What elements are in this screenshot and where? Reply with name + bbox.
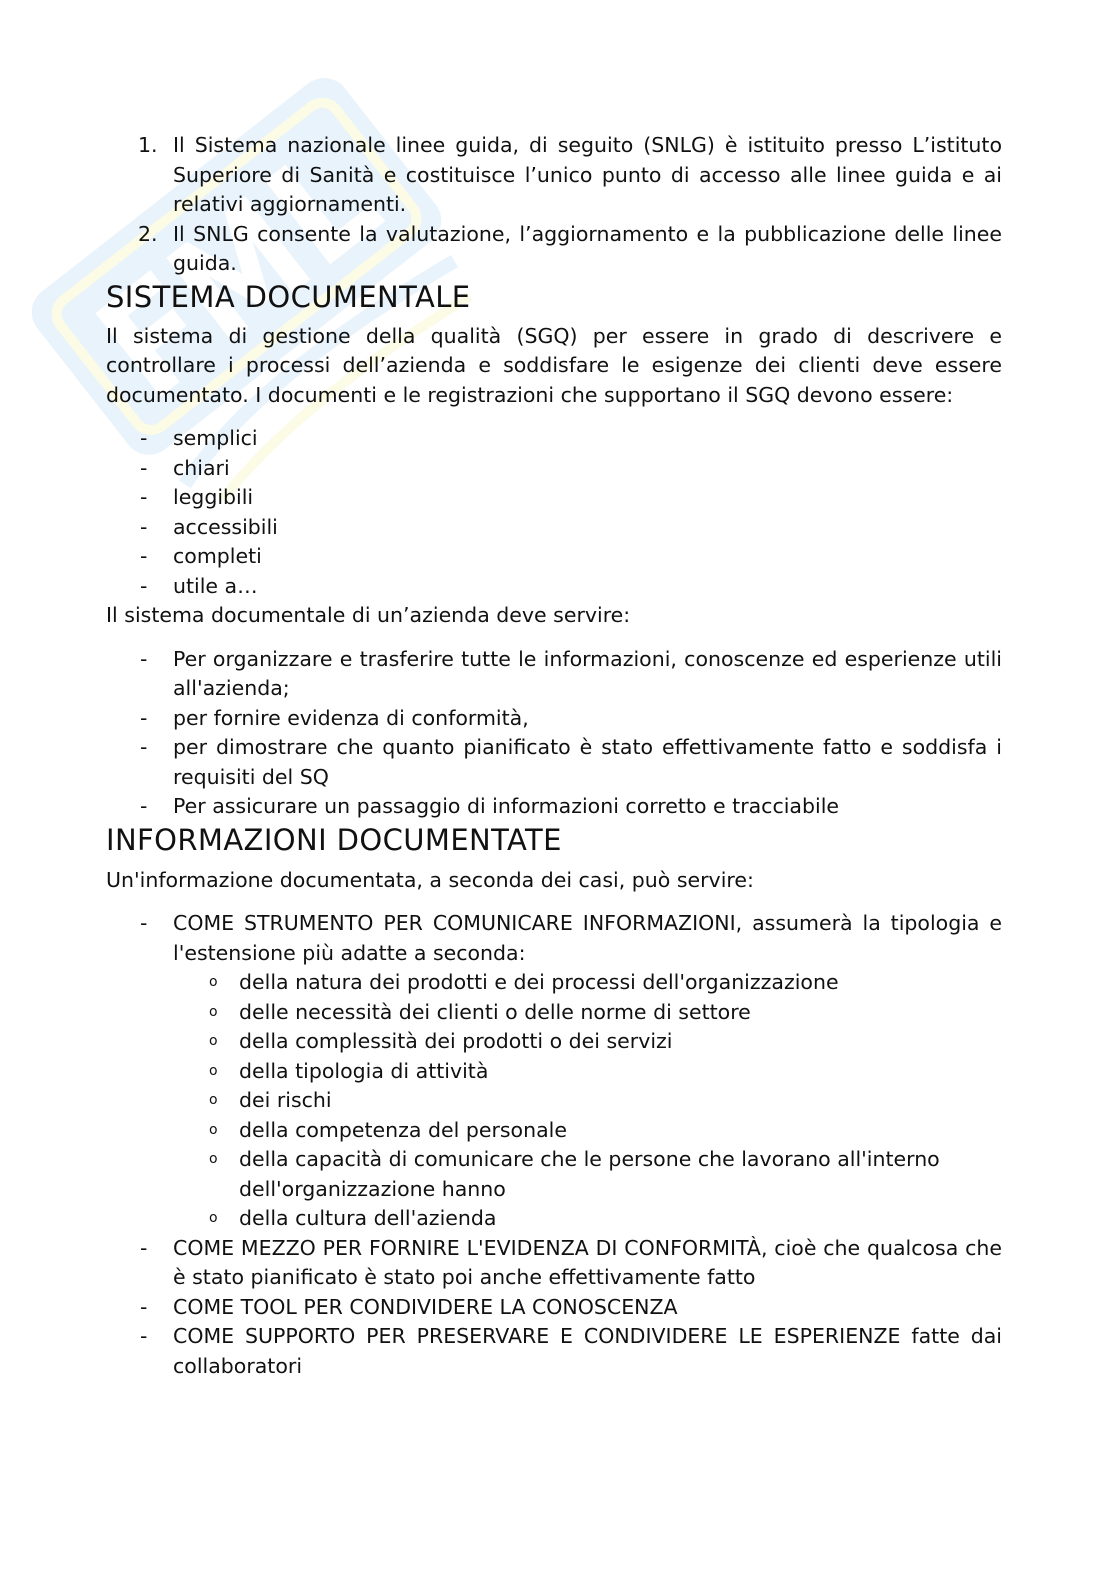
sub-list-item-text: della natura dei prodotti e dei processi dell'organizzazione xyxy=(239,970,839,994)
list-item-text: COME MEZZO PER FORNIRE L'EVIDENZA DI CONFORMITÀ, cioè che qualcosa che è stato pianificato è stato poi anche effettivamente fatto xyxy=(173,1235,1002,1289)
sub-list-item xyxy=(106,1145,1002,1204)
list-number: 1. xyxy=(138,133,158,157)
section-heading-sistema-documentale: SISTEMA DOCUMENTALE xyxy=(106,279,471,314)
circle-bullet: o xyxy=(209,1151,218,1167)
dash-bullet: - xyxy=(140,455,148,480)
list-item-text: COME TOOL PER CONDIVIDERE LA CONOSCENZA xyxy=(173,1294,678,1319)
numbered-item-text: Il SNLG consente la valutazione, l’aggiornamento e la pubblicazione delle linee guida. xyxy=(173,221,1002,275)
purpose-intro: Il sistema documentale di un’azienda deve servire: xyxy=(106,603,631,627)
list-item-purpose xyxy=(106,792,1002,822)
dash-bullet: - xyxy=(140,573,148,598)
dash-bullet: - xyxy=(140,794,148,818)
list-item-quality xyxy=(106,572,1002,602)
circle-bullet: o xyxy=(209,1092,218,1108)
dash-bullet: - xyxy=(140,735,148,759)
sub-list-item-text: della complessità dei prodotti o dei servizi xyxy=(239,1029,673,1053)
sub-list-item xyxy=(106,1204,1002,1234)
circle-bullet: o xyxy=(209,1121,218,1138)
list-item-text: semplici xyxy=(173,426,258,450)
list-item-purpose xyxy=(106,645,1002,704)
dash-bullet: - xyxy=(140,646,148,671)
list-item-text: per dimostrare che quanto pianificato è stato effettivamente fatto e soddisfa i requisiti del SQ xyxy=(173,735,1002,789)
list-item-text: accessibili xyxy=(173,514,278,539)
dash-bullet: - xyxy=(140,514,148,539)
sub-list-item-text: della tipologia di attività xyxy=(239,1058,489,1083)
list-item-purpose xyxy=(106,704,1002,734)
list-item-usage xyxy=(106,909,1002,968)
dash-bullet: - xyxy=(140,911,148,935)
list-item-quality xyxy=(106,424,1002,454)
list-item-usage xyxy=(106,1293,1002,1323)
list-item-usage xyxy=(106,1234,1002,1293)
circle-bullet: o xyxy=(209,1210,218,1226)
dash-bullet: - xyxy=(140,544,148,568)
circle-bullet: o xyxy=(209,974,218,990)
sub-list-item xyxy=(106,1057,1002,1087)
dash-bullet: - xyxy=(140,1294,148,1319)
sub-list-item-text: della cultura dell'azienda xyxy=(239,1206,497,1230)
sub-list-item-text: dei rischi xyxy=(239,1088,332,1112)
list-item-purpose xyxy=(106,733,1002,792)
list-item-usage xyxy=(106,1322,1002,1381)
list-item-text: COME STRUMENTO PER COMUNICARE INFORMAZIONI, assumerà la tipologia e l'estensione più adatte a seconda: xyxy=(173,911,1002,965)
list-item-quality xyxy=(106,513,1002,543)
document-page xyxy=(106,131,1002,1381)
list-item-text: chiari xyxy=(173,455,230,480)
sub-list-item xyxy=(106,1116,1002,1146)
sub-list-item xyxy=(106,998,1002,1028)
list-item-text: utile a… xyxy=(173,573,258,598)
circle-bullet: o xyxy=(209,1033,218,1049)
sub-list-item-text: della competenza del personale xyxy=(239,1117,567,1142)
numbered-item-2 xyxy=(106,220,1002,279)
list-item-quality xyxy=(106,454,1002,484)
sub-list-item-text: delle necessità dei clienti o delle norme di settore xyxy=(239,999,751,1024)
list-item-quality xyxy=(106,483,1002,513)
sub-list-item xyxy=(106,1086,1002,1116)
dash-bullet: - xyxy=(140,1235,148,1260)
sub-list-item xyxy=(106,1027,1002,1057)
numbered-item-text: Il Sistema nazionale linee guida, di seguito (SNLG) è istituito presso L’istituto Superiore di Sanità e costituisce l’unico punto di accesso alle linee guida e ai relativi aggiornamenti. xyxy=(173,133,1002,216)
sub-list-item xyxy=(106,968,1002,998)
dash-bullet: - xyxy=(140,485,148,509)
list-item-text: Per assicurare un passaggio di informazioni corretto e tracciabile xyxy=(173,794,839,818)
list-number: 2. xyxy=(138,221,158,246)
dash-bullet: - xyxy=(140,426,148,450)
section1-paragraph: Il sistema di gestione della qualità (SGQ) per essere in grado di descrivere e controllare i processi dell’azienda e soddisfare le esigenze dei clienti deve essere documentato. I documenti e le registrazioni che supportano il SGQ devono essere: xyxy=(106,323,1002,407)
dash-bullet: - xyxy=(140,705,148,730)
dash-bullet: - xyxy=(140,1324,148,1348)
sub-list-item-text: della capacità di comunicare che le persone che lavorano all'interno dell'organizzazione hanno xyxy=(239,1147,940,1201)
list-item-quality xyxy=(106,542,1002,572)
list-item-text: completi xyxy=(173,544,262,568)
list-item-text: COME SUPPORTO PER PRESERVARE E CONDIVIDERE LE ESPERIENZE fatte dai collaboratori xyxy=(173,1324,1002,1378)
list-item-text: Per organizzare e trasferire tutte le informazioni, conoscenze ed esperienze utili all'azienda; xyxy=(173,646,1002,700)
list-item-text: leggibili xyxy=(173,485,254,509)
section2-intro: Un'informazione documentata, a seconda dei casi, può servire: xyxy=(106,867,754,892)
list-item-text: per fornire evidenza di conformità, xyxy=(173,705,529,730)
numbered-item-1 xyxy=(106,131,1002,220)
section-heading-informazioni-documentate: INFORMAZIONI DOCUMENTATE xyxy=(106,822,562,857)
circle-bullet: o xyxy=(209,1003,218,1020)
circle-bullet: o xyxy=(209,1062,218,1079)
